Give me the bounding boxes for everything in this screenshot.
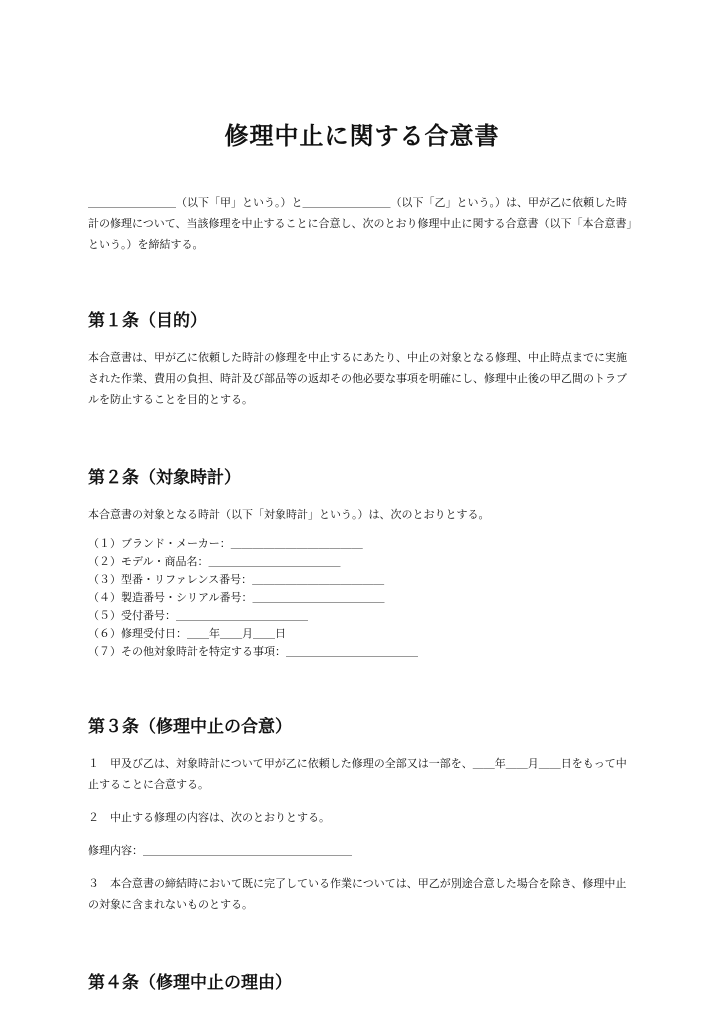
intro-paragraph: ＿＿＿＿＿＿＿＿（以下「甲」という。）と＿＿＿＿＿＿＿＿（以下「乙」という。）は、甲が乙に依頼した時計の修理について、当該修理を中止することに合意し、次のとおり修理中止に関する合意書（以下「本合意書」という。）を締結する。 [88,196,633,251]
article-3 [88,715,636,915]
article-3-paragraph-2: ２ 中止する修理の内容は、次のとおりとする。 [88,811,330,824]
list-item: （７）その他対象時計を特定する事項：＿＿＿＿＿＿＿＿＿＿＿＿ [88,645,418,658]
article-3-paragraph-3: ３ 本合意書の締結時において既に完了している作業については、甲乙が別途合意した場合を除き、修理中止の対象に含まれないものとする。 [88,877,627,911]
target-watch-list [88,535,636,661]
article-3-paragraph-1: １ 甲及び乙は、対象時計について甲が乙に依頼した修理の全部又は一部を、＿＿年＿＿月＿＿日をもって中止することに合意する。 [88,757,627,791]
list-item: （５）受付番号：＿＿＿＿＿＿＿＿＿＿＿＿ [88,609,308,622]
article-1 [88,309,636,410]
article-2 [88,466,636,661]
article-4 [88,971,636,995]
list-item: （３）型番・リファレンス番号：＿＿＿＿＿＿＿＿＿＿＿＿ [88,573,385,586]
list-item: （２）モデル・商品名：＿＿＿＿＿＿＿＿＿＿＿＿ [88,555,341,568]
list-item: （１）ブランド・メーカー：＿＿＿＿＿＿＿＿＿＿＿＿ [88,537,363,550]
article-2-heading: 第２条（対象時計） [88,468,241,488]
article-3-heading: 第３条（修理中止の合意） [88,717,292,737]
article-1-paragraph: 本合意書は、甲が乙に依頼した時計の修理を中止するにあたり、中止の対象となる修理、中止時点までに実施された作業、費用の負担、時計及び部品等の返却その他必要な事項を明確にし、修理中止後の甲乙間のトラブルを防止することを目的とする。 [88,351,627,406]
article-1-heading: 第１条（目的） [88,311,207,331]
list-item: （４）製造番号・シリアル番号：＿＿＿＿＿＿＿＿＿＿＿＿ [88,591,385,604]
list-item: （６）修理受付日：＿＿年＿＿月＿＿日 [88,627,286,640]
article-3-repair-content: 修理内容：＿＿＿＿＿＿＿＿＿＿＿＿＿＿＿＿＿＿＿ [88,844,352,857]
article-4-heading: 第４条（修理中止の理由） [88,973,292,993]
document-title: 修理中止に関する合意書 [224,122,500,150]
article-2-paragraph: 本合意書の対象となる時計（以下「対象時計」という。）は、次のとおりとする。 [88,508,490,521]
